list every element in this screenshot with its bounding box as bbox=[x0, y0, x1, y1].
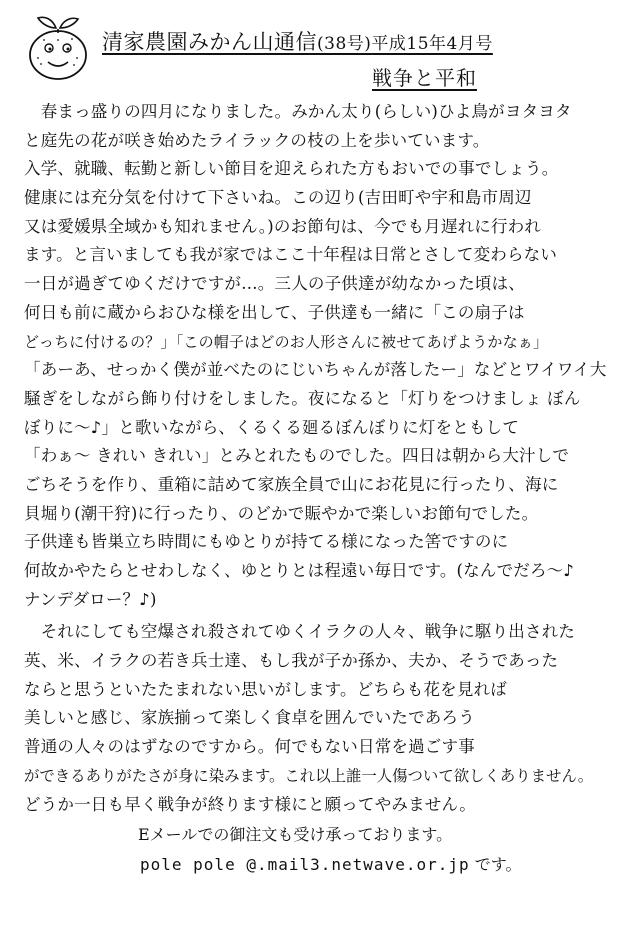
body-line: 又は愛媛県全域かも知れません。)のお節句は、今でも月遅れに行われ bbox=[24, 216, 542, 236]
newsletter-title: 清家農園みかん山通信 bbox=[102, 30, 317, 54]
body-line: 騒ぎをしながら飾り付けをしました。夜になると「灯りをつけましょ ぼん bbox=[24, 388, 581, 408]
issue-number: (38号) bbox=[317, 34, 372, 54]
body-line: 子供達も皆巣立ち時間にもゆとりが持てる様になった筈ですのに bbox=[24, 532, 509, 552]
body-line: 春まっ盛りの四月になりました。みかん太り(らしい)ひよ鳥がヨタヨタ bbox=[24, 102, 572, 121]
body-line: 一日が過ぎてゆくだけですが…。三人の子供達が幼なかった頃は、 bbox=[24, 274, 525, 294]
body-line: 「わぁ～ きれい きれい」とみとれたものでした。四日は朝から大汁しで bbox=[24, 446, 570, 466]
body-line: ごちそうを作り、重箱に詰めて家族全員で山にお花見に行ったり、海に bbox=[24, 474, 559, 494]
body-line: 何日も前に蔵からおひな様を出して、子供達も一緒に「この扇子は bbox=[24, 302, 525, 322]
body-line: どうか一日も早く戦争が終ります様にと願ってやみません。 bbox=[24, 794, 476, 814]
body-line: ならと思うといたたまれない思いがします。どちらも花を見れば bbox=[24, 679, 507, 699]
body-line: 美しいと感じ、家族揃って楽しく食卓を囲んでいたであろう bbox=[24, 708, 475, 728]
body-line: 入学、就職、転勤と新しい節目を迎えられた方もおいでの事でしょう。 bbox=[24, 159, 559, 179]
email-address-suffix: です。 bbox=[474, 855, 522, 874]
email-address[interactable]: pole pole @.mail3.netwave.or.jp bbox=[140, 855, 470, 874]
mikan-face-icon bbox=[22, 12, 96, 86]
article-body bbox=[24, 98, 616, 819]
body-line: ます。と言いましても我が家ではここ十年程は日常とさして変わらない bbox=[24, 245, 558, 265]
body-line: 英、米、イラクの若き兵士達、もし我が子か孫か、夫か、そうであった bbox=[24, 651, 559, 671]
body-line: 普通の人々のはずなのですから。何でもない日常を過ごす事 bbox=[24, 737, 475, 757]
body-line: それにしても空爆され殺されてゆくイラクの人々、戦争に駆り出された bbox=[24, 622, 576, 642]
body-line: 「あーあ、せっかく僕が並べたのにじいちゃんが落したー」などとワイワイ大 bbox=[24, 360, 607, 380]
body-line: 健康には充分気を付けて下さいね。この辺り(吉田町や宇和島市周辺 bbox=[24, 188, 532, 208]
email-address-row bbox=[0, 850, 630, 880]
body-line: と庭先の花が咲き始めたライラックの枝の上を歩いています。 bbox=[24, 130, 490, 150]
body-line: ナンデダロー？♪) bbox=[24, 589, 157, 609]
issue-date: 平成15年4月号 bbox=[371, 34, 493, 54]
email-order-note: Eメールでの御注文も受け承っております。 bbox=[138, 825, 453, 844]
body-line: ができるありがたさが身に染みます。これ以上誰一人傷ついて欲しくありません。 bbox=[24, 766, 594, 785]
contact-footer bbox=[0, 820, 630, 880]
newsletter-header bbox=[102, 26, 622, 56]
article-title: 戦争と平和 bbox=[372, 66, 477, 90]
body-line: 何故かやたらとせわしなく、ゆとりとは程遠い毎日です。(なんでだろ～♪ bbox=[24, 561, 575, 580]
body-line: 貝堀り(潮干狩)に行ったり、のどかで賑やかで楽しいお節句でした。 bbox=[24, 503, 539, 523]
body-line: ぼりに～♪」と歌いながら、くるくる廻るぼんぼりに灯をともして bbox=[24, 417, 520, 437]
body-line: どっちに付けるの？」「この帽子はどのお人形さんに被せてあげようかなぁ」 bbox=[24, 332, 549, 351]
